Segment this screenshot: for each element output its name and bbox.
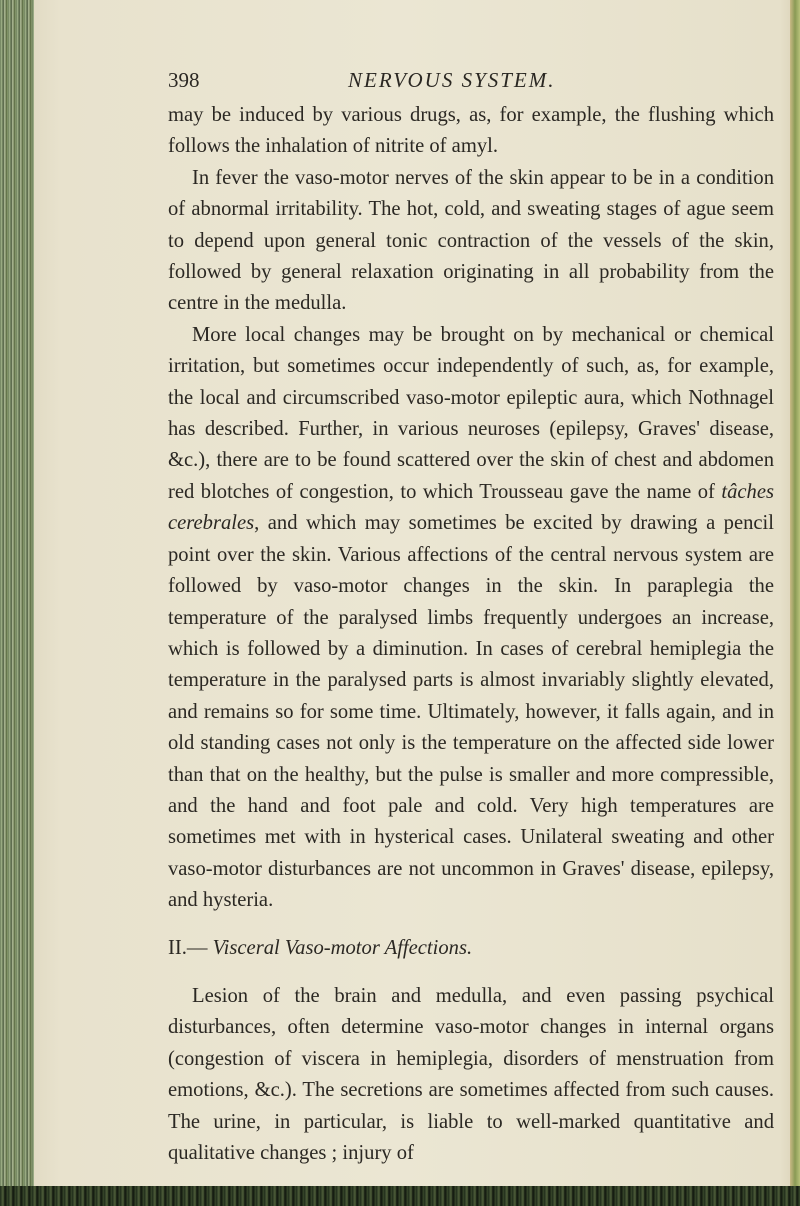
book-binding-right-edge	[790, 0, 800, 1206]
section-title: Visceral Vaso-motor Affections.	[212, 936, 473, 959]
paragraph-local-changes-start: More local changes may be brought on by mechanical or chemical irritation, but sometimes occur independently of such, as, for example, the local and circumscribed vaso-motor epileptic aura, which Nothnagel has described. Further, in various neuroses (epilepsy, Graves' disease, &c.), there are to be found scattered over the skin of chest and abdomen red blotches of congestion, to which Trousseau gave the name of	[168, 323, 774, 503]
section-numeral: II.—	[168, 936, 208, 959]
paragraph-local-changes-end: , and which may sometimes be excited by drawing a pencil point over the skin. Various affections of the central nervous system are followed by vaso-motor changes in the skin. In paraplegia the temperature of the paralysed limbs frequently undergoes an increase, which is followed by a diminution. In cases of cerebral hemiplegia the temperature in the paralysed parts is almost invariably slightly elevated, and remains so for some time. Ultimately, however, it falls again, and in old standing cases not only is the temperature on the affected side lower than that on the healthy, but the pulse is smaller and more compressible, and the hand and foot pale and cold. Very high temperatures are sometimes met with in hysterical cases. Unilateral sweating and other vaso-motor disturbances are not uncommon in Graves' disease, epilepsy, and hysteria.	[168, 512, 774, 912]
page-number: 398	[168, 68, 200, 92]
paragraph-fever: In fever the vaso-motor nerves of the skin appear to be in a condition of abnormal irritability. The hot, cold, and sweating stages of ague seem to depend upon general tonic contraction of the vessels of the skin, followed by general relaxation originating in all probability from the centre in the medulla.	[168, 166, 774, 315]
book-binding-bottom-edge	[0, 1186, 800, 1206]
paragraph-visceral: Lesion of the brain and medulla, and even passing psychical disturbances, often determine vaso-motor changes in internal organs (congestion of viscera in hemiplegia, disorders of menstruation from emotions, &c.). The secretions are sometimes affected from such causes. The urine, in particular, is liable to well-marked quantitative and qualitative changes ; injury of	[168, 984, 774, 1164]
body-text	[168, 100, 774, 1169]
book-binding-left-edge	[0, 0, 34, 1206]
section-heading	[168, 933, 774, 964]
paragraph-local-changes	[168, 320, 774, 917]
emphasis-taches-cerebrales: tâches cerebrales	[168, 480, 774, 535]
running-title: NERVOUS SYSTEM.	[348, 68, 556, 92]
paragraph-continuation: may be induced by various drugs, as, for example, the flushing which follows the inhalation of nitrite of amyl.	[168, 104, 774, 158]
running-head	[168, 68, 768, 104]
